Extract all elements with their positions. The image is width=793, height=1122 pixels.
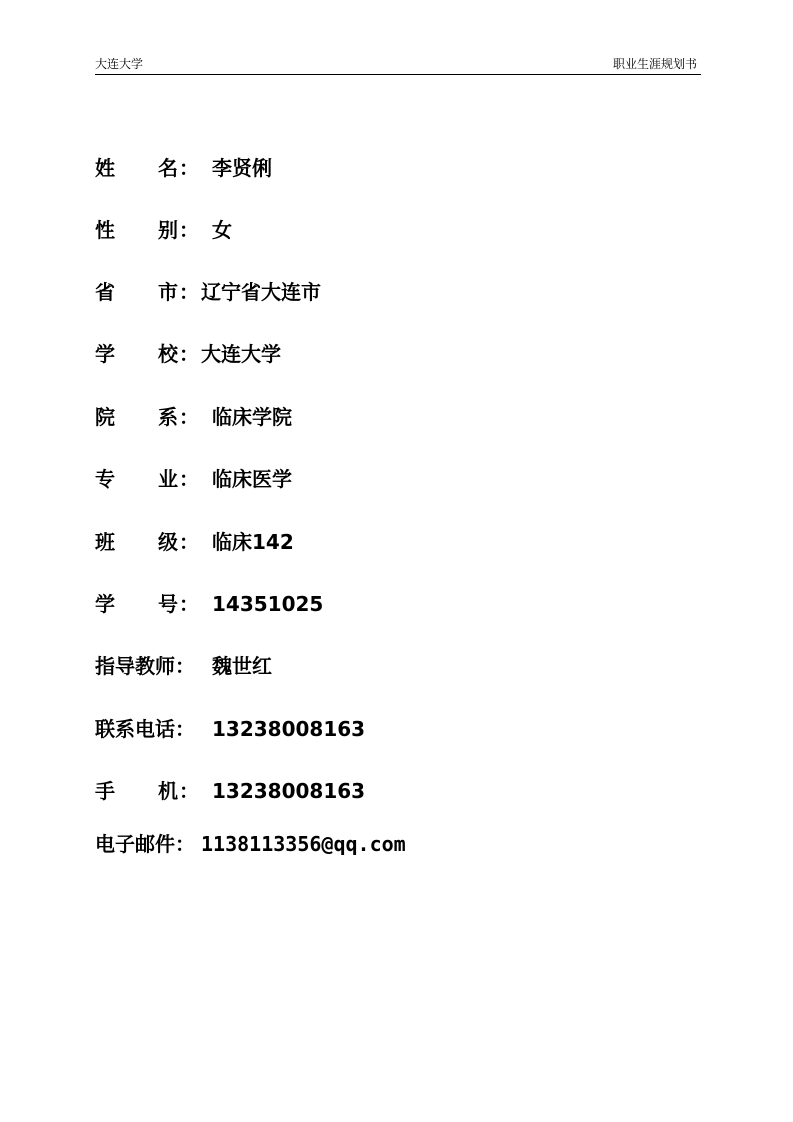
field-major-value: 临床医学	[212, 467, 292, 491]
field-class-colon: ：	[179, 530, 199, 554]
header-document-title: 职业生涯规划书	[612, 57, 697, 71]
field-mobile-colon: ：	[179, 779, 199, 803]
field-gender-value: 女	[212, 218, 232, 242]
field-college-value: 临床学院	[212, 405, 292, 429]
header-university: 大连大学	[95, 57, 144, 71]
field-school-value: 大连大学	[201, 342, 281, 366]
field-class-value: 临床142	[212, 530, 294, 554]
field-province-label-2: 市	[158, 280, 178, 304]
field-province-value: 辽宁省大连市	[201, 280, 321, 304]
field-advisor-label: 指导教师：	[95, 654, 195, 678]
field-college-label-2: 系	[158, 405, 178, 429]
field-major-colon: ：	[179, 467, 199, 491]
field-major-label-2: 业	[158, 467, 178, 491]
field-phone-value: 13238008163	[212, 717, 366, 741]
field-name-label-1: 姓	[95, 156, 115, 180]
field-province-colon: ：	[179, 280, 199, 304]
field-gender-colon: ：	[179, 218, 199, 242]
field-school-label-2: 校	[158, 342, 178, 366]
field-name-label-2: 名	[158, 156, 178, 180]
field-student-id-label-1: 学	[95, 592, 115, 616]
field-student-id-colon: ：	[179, 592, 199, 616]
field-mobile-label-2: 机	[158, 779, 178, 803]
field-gender-label-2: 别	[158, 218, 178, 242]
field-mobile-value: 13238008163	[212, 779, 366, 803]
field-name-colon: ：	[179, 156, 199, 180]
field-college-label-1: 院	[95, 405, 115, 429]
field-major-label-1: 专	[95, 467, 115, 491]
field-student-id-label-2: 号	[158, 592, 178, 616]
field-school-label-1: 学	[95, 342, 115, 366]
field-college-colon: ：	[179, 405, 199, 429]
field-email-label: 电子邮件：	[95, 832, 195, 856]
field-school-colon: ：	[179, 342, 199, 366]
field-class-label-1: 班	[95, 530, 115, 554]
field-advisor-value: 魏世红	[212, 654, 272, 678]
field-class-label-2: 级	[158, 530, 178, 554]
field-phone-label: 联系电话：	[95, 717, 195, 741]
personal-info-section	[95, 0, 701, 1122]
field-mobile-label-1: 手	[95, 779, 115, 803]
field-email-value: 1138113356@qq.com	[201, 832, 406, 856]
field-gender-label-1: 性	[95, 218, 115, 242]
field-student-id-value: 14351025	[212, 592, 324, 616]
field-province-label-1: 省	[95, 280, 115, 304]
field-name-value: 李贤俐	[212, 156, 272, 180]
